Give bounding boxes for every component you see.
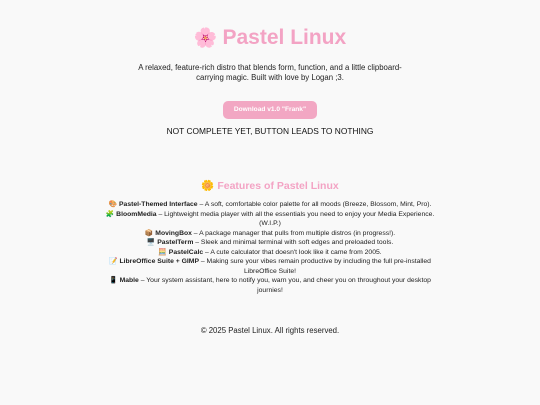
feature-name: PastelTerm <box>157 239 194 246</box>
phone-icon: 📱 <box>109 277 118 284</box>
feature-desc: – A cute calculator that doesn't look like it came from 2005. <box>203 248 382 256</box>
feature-item <box>100 276 440 295</box>
feature-item <box>100 238 440 248</box>
feature-desc: – Your system assistant, here to notify you, warn you, and cheer you on throughout your desktop journies! <box>138 277 431 294</box>
feature-name: BloomMedia <box>116 210 157 218</box>
feature-name: Mable <box>119 277 139 284</box>
memo-icon: 📝 <box>109 258 118 265</box>
features-list <box>100 200 440 295</box>
feature-desc: – Making sure your vibes remain productive by including the full pre-installed LibreOffice Suite! <box>199 258 431 275</box>
notice-text: NOT COMPLETE YET, BUTTON LEADS TO NOTHING <box>166 126 374 136</box>
feature-item <box>100 229 440 239</box>
feature-item <box>100 200 440 210</box>
features-heading <box>0 179 540 193</box>
feature-desc: – Sleek and minimal terminal with soft edges and preloaded tools. <box>193 239 394 246</box>
tagline: A relaxed, feature-rich distro that blends form, function, and a little clipboard-carrying magic. Built with love by Logan ;3. <box>138 63 402 82</box>
feature-desc: – A soft, comfortable color palette for all moods (Breeze, Blossom, Mint, Pro). <box>197 201 432 208</box>
feature-desc: – Lightweight media player with all the essentials you need to enjoy your Media Experience. (W.I.P.) <box>156 210 435 227</box>
feature-item <box>100 248 440 258</box>
abacus-icon: 🧮 <box>158 248 167 256</box>
cherry-blossom-icon: 🌸 <box>193 28 218 49</box>
palette-icon: 🎨 <box>108 201 118 208</box>
page-title <box>0 24 540 53</box>
monitor-icon: 🖥️ <box>146 239 156 246</box>
footer-copyright: © 2025 Pastel Linux. All rights reserved. <box>200 326 340 335</box>
page-title-text: Pastel Linux <box>222 26 347 49</box>
feature-item <box>100 210 440 229</box>
features-heading-text: Features of Pastel Linux <box>217 180 339 192</box>
feature-desc: – A package manager that pulls from multiple distros (in progress!). <box>191 229 396 237</box>
download-button[interactable]: Download v1.0 "Frank" <box>223 101 317 119</box>
feature-name: MovingBox <box>155 229 192 237</box>
puzzle-icon: 🧩 <box>105 210 115 218</box>
feature-name: LibreOffice Suite + GIMP <box>119 258 199 265</box>
blossom-icon: 🌼 <box>201 180 215 192</box>
feature-item <box>100 257 440 276</box>
feature-name: PastelCalc <box>168 248 204 256</box>
feature-name: Pastel-Themed Interface <box>119 201 198 208</box>
package-icon: 📦 <box>144 229 154 237</box>
